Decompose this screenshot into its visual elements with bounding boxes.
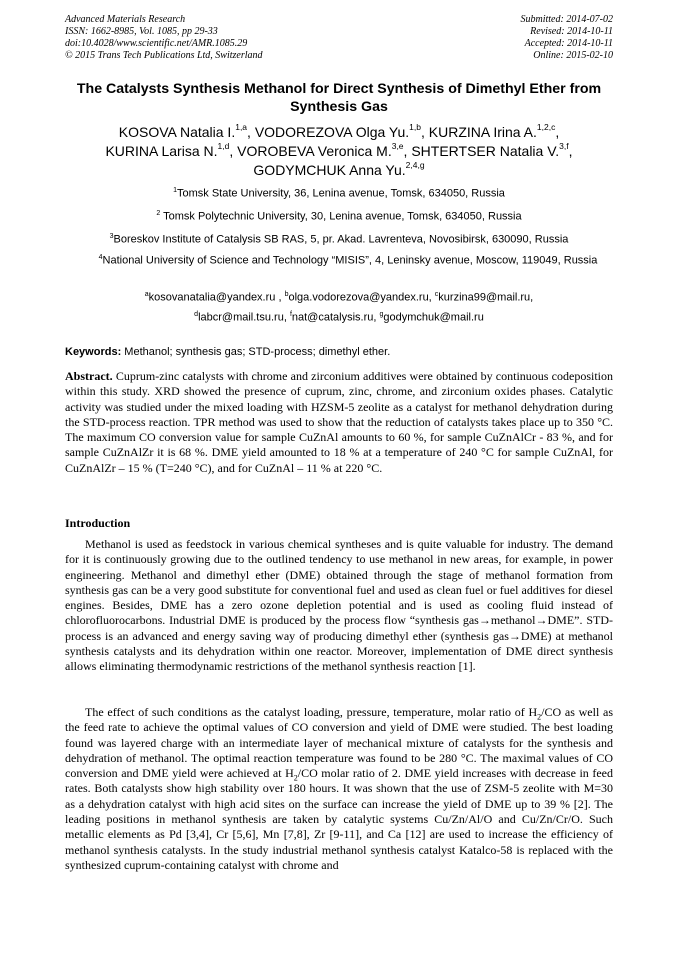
email-address: labcr@mail.tsu.ru, [198, 311, 290, 324]
email-address: olga.vodorezova@yandex.ru, [288, 291, 435, 304]
affiliation-1 [65, 184, 613, 201]
subscript: 2 [537, 712, 542, 722]
affiliation-sup: 2 [156, 210, 161, 217]
author-affiliation-sup: 2,4,g [405, 160, 425, 171]
email-address: kosovanatalia@yandex.ru , [148, 291, 285, 304]
publication-info [65, 14, 263, 62]
introduction-paragraph-1: Methanol is used as feedstock in various chemical syntheses and is quite valuable for industry. The demand for it is continuously growing due to the outlined tendency to use methanol in new areas, for example, in power engineering. Methanol and dimethyl ether (DME) obtained through the stage of methanol formation from synthesis gas can be a very good substitute for conventional fuel and used as clean fuel or fuel additives for diesel engines. Besides, DME has a zero ozone depletion potential and is used as cooling fluid instead of chlorofluorocarbons. Industrial DME is produced by the process flow “synthesis gas→methanol→DME”. STD-process is an advanced and energy saving way of producing dimethyl ether (synthesis gas→DME) at methanol synthesis catalysts and its dehydration within one reactor. Moreover, implementation of DME direct synthesis allows eliminating thermodynamic restrictions of the methanol synthesis reaction [1]. [65, 537, 613, 674]
affiliation-text: Tomsk Polytechnic University, 30, Lenina avenue, Tomsk, 634050, Russia [160, 210, 522, 223]
affiliation-4 [80, 251, 616, 268]
section-heading-introduction: Introduction [65, 516, 131, 530]
author-name: VOROBEVA Veronica M. [237, 143, 392, 159]
copyright-line: © 2015 Trans Tech Publications Ltd, Switzerland [65, 50, 263, 61]
author-name: KURZINA Irina A. [428, 124, 537, 140]
abstract-label: Abstract. [65, 369, 113, 383]
author-affiliation-sup: 1,d [217, 141, 230, 152]
affiliation-2 [65, 207, 613, 224]
email-address: kurzina99@mail.ru, [438, 291, 534, 304]
publication-dates [521, 14, 614, 62]
email-sup: f [289, 311, 292, 318]
affiliation-text: Tomsk State University, 36, Lenina avenue, Tomsk, 634050, Russia [176, 187, 505, 200]
author-affiliation-sup: 1,a [235, 122, 248, 133]
author-separator: , [229, 143, 238, 159]
abstract-text: Cuprum-zinc catalysts with chrome and zirconium additives were obtained by continuous codeposition within this study. XRD showed the presence of cuprum, zinc, chrome, and zirconium oxides phases. Catalytic activity was studied under the mixed loading with HZSM-5 zeolite as a catalyst for methanol dehydration during the STD-process reaction. TPR method was used to show that the reduction of catalysts takes place up to 350 °C. The maximum CO conversion value for sample CuZnAl amounts to 60 %, for sample CuZnAlCr - 83 %, and for sample CuZnAlZr it is 68 %. DME yield amounted to 18 % at a temperature of 240 °C for sample CuZnAl, for CuZnAlZr – 15 % (T=240 °C), and for CuZnAl – 11 % at 220 °C. [65, 369, 613, 475]
introduction-paragraph-2 [65, 705, 613, 873]
keywords [65, 345, 613, 359]
author-name: VODOREZOVA Olga Yu. [254, 124, 410, 140]
submitted-date: Submitted: 2014-07-02 [520, 14, 613, 25]
online-date: Online: 2015-02-10 [533, 50, 613, 61]
email-line-1 [65, 288, 613, 305]
author-separator: , [555, 124, 560, 140]
email-sup: g [379, 311, 384, 318]
author-affiliation-sup: 1,b [409, 122, 421, 133]
paragraph-text: /CO as well as the feed rate to achieve the optimal values of CO conversion and yield of DME were studied. The best loading found was layered charge with an intermediate layer of mechanical mixture of catalysts for the synthesis and dehydration of methanol. The optimal reaction temperature was found to be 280 °C. The maximal values of CO conversion and DME yield were achieved at H [65, 705, 613, 781]
author-name: KURINA Larisa N. [105, 143, 218, 159]
email-address: godymchuk@mail.ru [383, 311, 484, 324]
author-name: SHTERTSER Natalia V. [411, 143, 560, 159]
email-sup: d [194, 311, 199, 318]
accepted-date: Accepted: 2014-10-11 [524, 38, 613, 49]
affiliation-text: National University of Science and Technology “MISIS”, 4, Leninsky avenue, Moscow, 119049, Russia [102, 254, 598, 267]
author-name: KOSOVA Natalia I. [118, 124, 236, 140]
author-separator: , [247, 124, 255, 140]
paper-title: The Catalysts Synthesis Methanol for Direct Synthesis of Dimethyl Ether from Synthesis Gas [76, 81, 602, 115]
author-separator: , [403, 143, 412, 159]
revised-date: Revised: 2014-10-11 [530, 26, 613, 37]
paragraph-text: The effect of such conditions as the catalyst loading, pressure, temperature, molar ratio of H [85, 705, 538, 719]
keywords-text: Methanol; synthesis gas; STD-process; dimethyl ether. [121, 346, 391, 358]
paragraph-text: /CO molar ratio of 2. DME yield increases with decrease in feed rates. Both catalysts show high stability over 180 hours. It was shown that the use of ZSM-5 zeolite with M=30 as a dehydration catalyst with high acid sites on the surface can increase the yield of DME up to 39 % [2]. The leading positions in methanol synthesis are taken by catalytic systems Cu/Zn/Al/O and Cu/Zn/Cr/O. Such metallic elements as Pd [3,4], Cr [5,6], Mn [7,8], Zr [9-11], and Ca [12] are used to increase the efficiency of methanol synthesis catalysts. In the study industrial methanol synthesis catalyst Katalco-58 is replaced with the synthesized cuprum-containing catalyst with chrome and [65, 766, 613, 872]
author-affiliation-sup: 3,f [559, 141, 569, 152]
email-sup: c [434, 291, 439, 298]
author-affiliation-sup: 3,e [391, 141, 404, 152]
email-address: nat@catalysis.ru, [291, 311, 380, 324]
affiliation-sup: 4 [98, 254, 103, 261]
affiliation-sup: 3 [109, 233, 114, 240]
doi-line: doi:10.4028/www.scientific.net/AMR.1085.29 [65, 38, 248, 49]
email-sup: b [284, 291, 289, 298]
author-affiliation-sup: 1,2,c [536, 122, 556, 133]
author-name: GODYMCHUK Anna Yu. [253, 162, 406, 178]
abstract [65, 369, 613, 476]
email-line-2 [65, 308, 613, 325]
issn-line: ISSN: 1662-8985, Vol. 1085, pp 29-33 [65, 26, 218, 37]
affiliation-sup: 1 [173, 187, 177, 194]
affiliation-3 [65, 230, 613, 247]
affiliation-text: Boreskov Institute of Catalysis SB RAS, 5, pr. Akad. Lavrenteva, Novosibirsk, 630090, Russia [113, 233, 569, 246]
author-separator: , [568, 143, 573, 159]
journal-name: Advanced Materials Research [65, 14, 186, 25]
keywords-label: Keywords: [65, 346, 122, 358]
subscript: 2 [293, 773, 298, 783]
email-sup: a [144, 291, 149, 298]
author-separator: , [420, 124, 429, 140]
author-list [60, 123, 618, 180]
